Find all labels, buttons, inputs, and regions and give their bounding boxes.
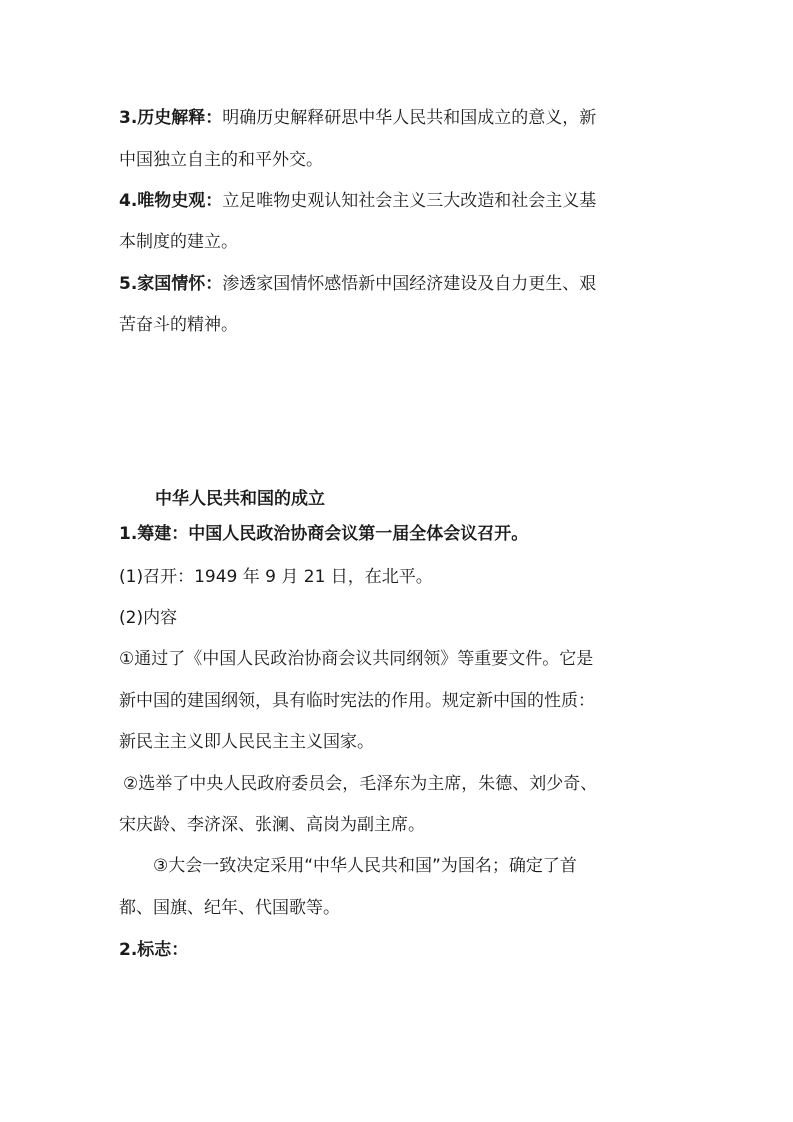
- section-title: 中华人民共和国的成立: [155, 489, 325, 509]
- heading-preparation: 1.筹建：中国人民政治协商会议第一届全体会议召开。: [119, 524, 529, 544]
- item-1-line-2: 新中国的建国纲领，具有临时宪法的作用。规定新中国的性质：: [119, 691, 595, 711]
- item-3-line-1: ③大会一致决定采用“中华人民共和国”为国名；确定了首: [153, 856, 577, 876]
- objective-4-line-1: [119, 189, 679, 213]
- objective-5-text: 渗透家国情怀感悟新中国经济建设及自力更生、艰: [222, 274, 597, 294]
- item-1-line-1: ①通过了《中国人民政治协商会议共同纲领》等重要文件。它是: [119, 649, 594, 669]
- item-3-line-2: 都、国旗、纪年、代国歌等。: [119, 898, 340, 918]
- objective-4-line-2: 本制度的建立。: [119, 232, 238, 252]
- heading-symbol: 2.标志：: [119, 940, 189, 960]
- objective-3-number: 3.: [119, 108, 138, 128]
- sub-content: (2)内容: [119, 608, 178, 628]
- objective-5-number: 5.: [119, 274, 138, 294]
- sub-convening: (1)召开：1949 年 9 月 21 日，在北平。: [119, 567, 433, 587]
- objective-5-line-1: [119, 272, 679, 296]
- objective-3-text: 明确历史解释研思中华人民共和国成立的意义，新: [222, 108, 597, 128]
- item-2-line-2: 宋庆龄、李济深、张澜、高岗为副主席。: [119, 815, 425, 835]
- item-1-line-3: 新民主主义即人民民主主义国家。: [119, 732, 374, 752]
- objective-3-line-2: 中国独立自主的和平外交。: [119, 150, 323, 170]
- objective-4-label: 唯物史观：: [137, 191, 223, 211]
- objective-4-text: 立足唯物史观认知社会主义三大改造和社会主义基: [222, 191, 597, 211]
- objective-3-line-1: [119, 106, 679, 130]
- objective-4-number: 4.: [119, 191, 138, 211]
- objective-3-label: 历史解释：: [137, 108, 223, 128]
- objective-5-label: 家国情怀：: [137, 274, 223, 294]
- item-2-line-1: ②选举了中央人民政府委员会，毛泽东为主席，朱德、刘少奇、: [123, 774, 598, 794]
- objective-5-line-2: 苦奋斗的精神。: [119, 315, 238, 335]
